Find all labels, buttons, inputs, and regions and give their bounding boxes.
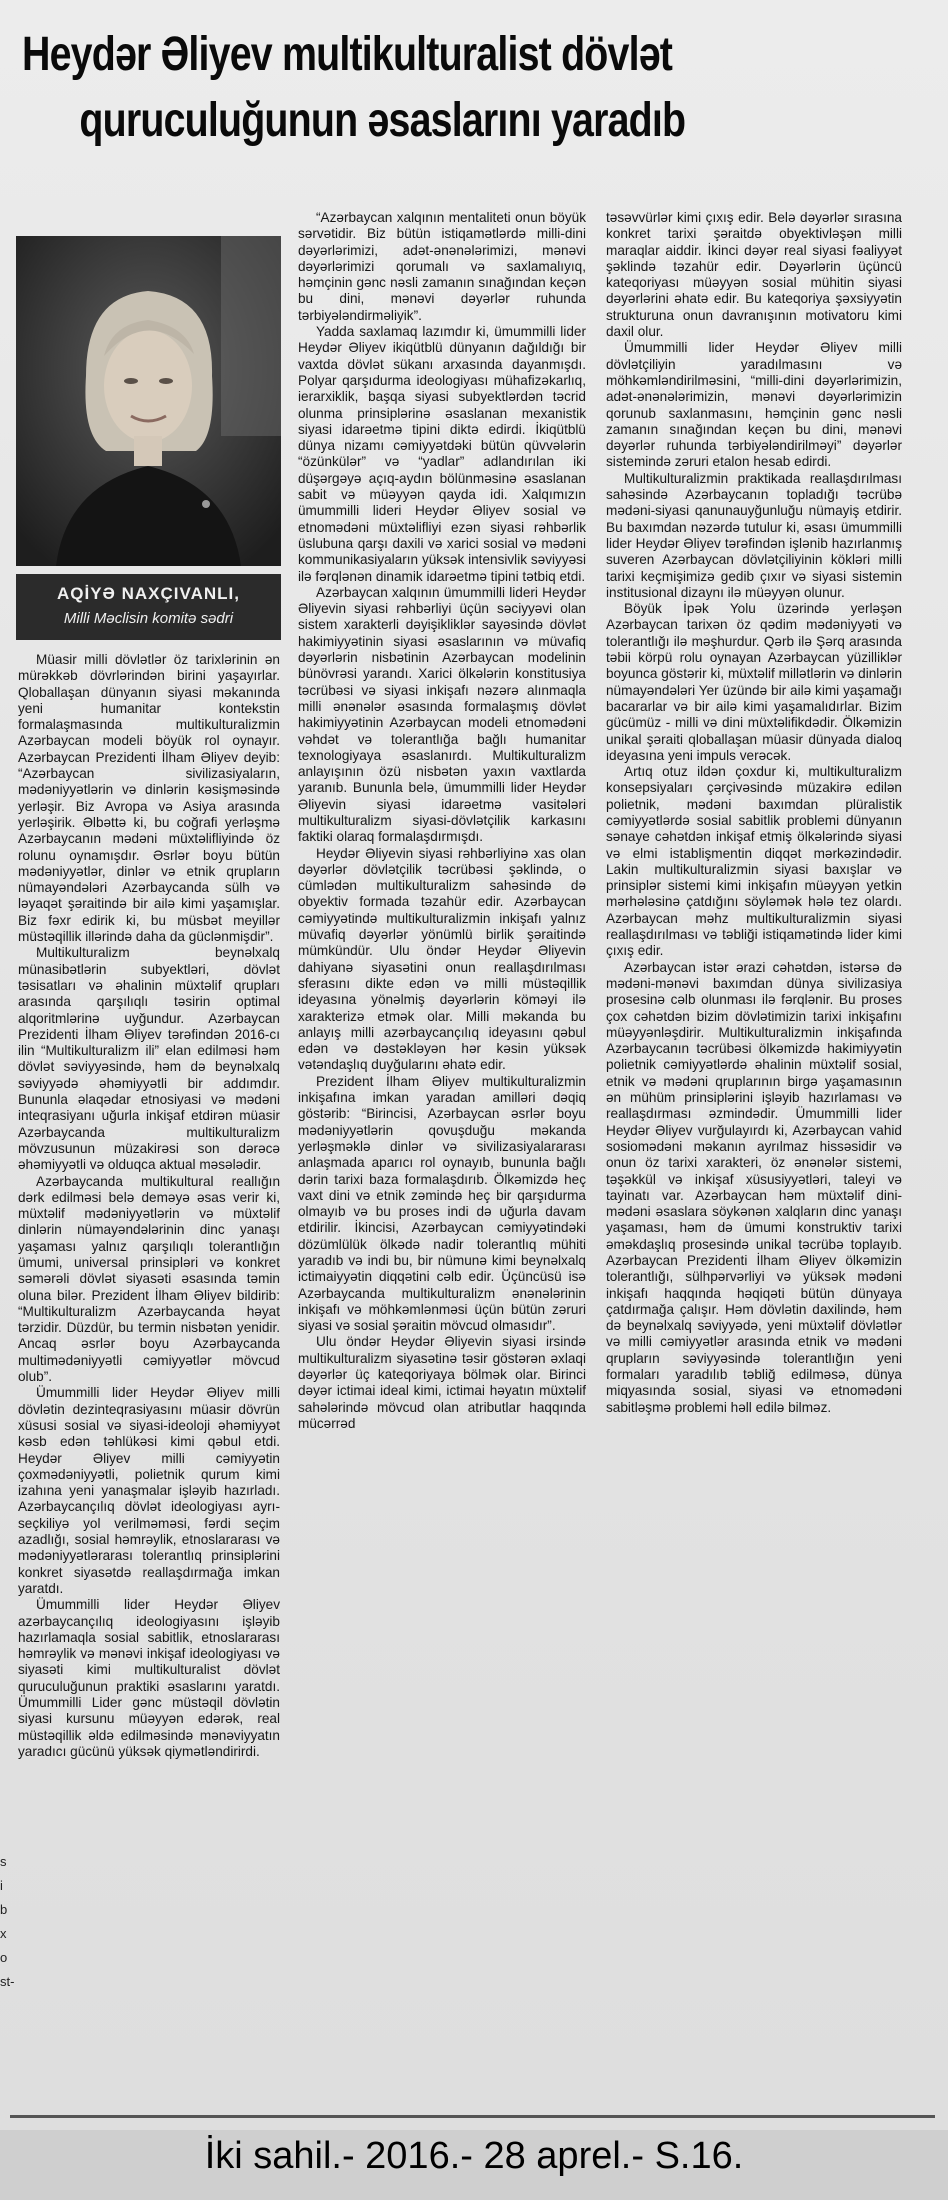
article-column-3 — [606, 210, 902, 2055]
paragraph: “Azərbaycan xalqının mentaliteti onun böyük sərvətidir. Biz bütün istiqamətlərdə milli-dini dəyərlərimizi, adət-ənənələrimizi, mənəvi dəyərlərimizi qorumalı və saxlamalıyıq, həmçinin gənc nəsli zamanın sınağından keçən bu dini, mənəvi dəyərlər ruhunda tərbiyələndirməliyik”. — [298, 210, 586, 323]
bottom-divider — [10, 2115, 935, 2118]
paragraph: Ümummilli lider Heydər Əliyev azərbaycançılıq ideologiyasını işləyib hazırlamaqla sosial sabitlik, etnoslararası həmrəylik və mənəvi inkişaf ideologiyası və siyasəti kimi multikulturalist dövlət quruculuğunun praktiki əsaslarını yaratdı. Ümummilli Lider gənc müstəqil dövlətin siyasi kursunu müəyyən edərək, real müstəqillik əldə edilməsində mənəviyyatın yaradıcı gücünü yüksək qiymətləndirirdi. — [18, 1597, 280, 1759]
source-citation: İki sahil.- 2016.- 28 aprel.- S.16. — [204, 2135, 744, 2177]
author-portrait — [16, 236, 281, 566]
paragraph: Yadda saxlamaq lazımdır ki, ümummilli lider Heydər Əliyev ikiqütblü dünyanın dağıldığı bir vaxtda dövlət sükanı arxasında dayanmışdı. Polyar qarşıdurma ideologiyası mühafizəkarlıq, ierarxiklik, başqa siyasi subyektlərdən təcrid olunma prinsiplərinə əsaslanan mexanistik siyasi idarəetmə tipini diktə edirdi. İkiqütblü dünya nizamı cəmiyyətdəki bütün qüvvələrin “özünkülər” və “yadlar” adlandırılan iki düşərgəyə açıq-aydın bölünməsinə əsaslanan sabit və müəyyən qayda idi. Xalqımızın ümummilli lideri Heydər Əliyev sosial və etnomədəni müxtəlifliyi ezən siyasi rəhbərlik üslubuna qarşı daxili və xarici sosial və mədəni kommunikasiyaların yüksək intensivlik səviyyəsi ilə fərqlənən dinamik idarəetmə tipini tətbiq etdi. — [298, 324, 586, 584]
edge-fragment: i — [0, 1878, 3, 1893]
edge-fragment: x — [0, 1926, 7, 1941]
paragraph: Azərbaycan istər ərazi cəhətdən, istərsə də mədəni-mənəvi baxımdan dünya sivilizasiya prosesinə cəlb olunması ilə fərqlənir. Bu proses çox cəhətdən bizim dövlətimizin tarixi inkişafını müəyyənləşdirir. Multikulturalizmin inkişafında Azərbaycanın təcrübəsi ölkəmizdə hakimiyyətin polietnik cəmiyyətlərdə əhalinin müxtəlif sosial, etnik və mədəni qruplarının birgə yaşamasının ən mühüm prinsiplərini işləyib hazırlaması və reallaşdırması əzmindədir. Ümummilli lider Heydər Əliyev vurğulayırdı ki, Azərbaycan vahid sosiomədəni məkanın ayrılmaz hissəsidir və onun öz tarixi xarakteri, öz ənənələr sistemi, təşəkkül və inkişaf xüsusiyyətləri, taleyi və tayinatı var. Azərbaycan həm müxtəlif dini-mədəni əsaslara söykənən xalqların dinc yanaşı yaşaması, həm də ümumi konstruktiv tarixi əməkdaşlıq prosesində unikal təcrübə toplayıb. Azərbaycan Prezidenti İlham Əliyev ölkəmizin tolerantlığı, sülhpərvərliyi və yüksək mədəni inkişafı haqqında həqiqəti bütün dünyaya çatdırmağa çalışır. Həm dövlətin daxilində, həm də beynəlxalq səviyyədə, yeni müxtəlif dövlətlər və milli cəmiyyətlər arasında etnik və mədəni qrupların səviyyəsində tolerantlığın yeni formaları yaradılıb təbliğ edilməsə, dünya miqyasında sosial, siyasi və etnomədəni sabitləşmə problemi həll edilə bilməz. — [606, 959, 902, 1415]
headline-line-2: quruculuğunun əsaslarını yaradıb — [79, 94, 686, 147]
article-column-1 — [18, 652, 280, 2057]
author-caption — [16, 574, 281, 640]
author-name: AQİYƏ NAXÇIVANLI, — [57, 584, 240, 603]
paragraph: Prezident İlham Əliyev multikulturalizmin inkişafına imkan yaradan amilləri dəqiq göstərib: “Birincisi, Azərbaycan əsrlər boyu mədəniyyətlərin qovuşduğu məkanda yerləşməklə dinlər və sivilizasiyalararası anlaşmada aparıcı rol oynayıb, bununla bağlı dərin tarixi baza formalaşdırıb. Ölkəmizdə heç vaxt dini və etnik zəmində heç bir qarşıdurma olmayıb və bu proses indi də uğurla davam etdirilir. İkincisi, Azərbaycan cəmiyyətindəki dözümlülük ölkədə nadir tolerantlıq mühiti yaradıb və indi bu, bir nümunə kimi beynəlxalq ictimaiyyətin diqqətini cəlb edir. Üçüncüsü isə Azərbaycanda multikulturalizm ənənələrinin inkişafı və möhkəmlənməsi üçün bütün zəruri siyasi və sosial şəraitin mövcud olmasıdır”. — [298, 1073, 586, 1334]
paragraph: Azərbaycanda multikultural reallığın dərk edilməsi belə deməyə əsas verir ki, müxtəlif mədəniyyətlərin və müxtəlif dinlərin nümayəndələrinin dinc yanaşı yaşaması yalnız qarşılıqlı tolerantlığın ümumi, universal prinsipləri və konkret səmərəli dövlət siyasəti əsasında təmin oluna bilər. Prezident İlham Əliyev bildirib: “Multikulturalizm Azərbaycanda həyat tərzidir. Düzdür, bu termin nisbətən yenidir. Ancaq əsrlər boyu Azərbaycanda multimədəniyyətli cəmiyyətlər mövcud olub”. — [18, 1173, 280, 1385]
paragraph: Böyük İpək Yolu üzərində yerləşən Azərbaycan tarixən öz qədim mədəniyyəti və tolerantlığı ilə məşhurdur. Qərb ilə Şərq arasında təbii körpü rolu oynayan Azərbaycan yüzilliklər boyunca göstərir ki, müxtəlif millətlərin və dinlərin nümayəndələri Yer üzündə bir ailə kimi yaşamağı bacararlar və bir ailə kimi yaşamalıdırlar. Bizim gücümüz - milli və dini müxtəlifikdədir. Ölkəmizin unikal şəraiti qloballaşan müasir dünyada dialoq ideyasına yeni impuls verəcək. — [606, 601, 902, 763]
edge-fragment: b — [0, 1902, 8, 1917]
article-column-2 — [298, 210, 586, 2055]
edge-fragment: o — [0, 1950, 8, 1965]
paragraph: Ulu öndər Heydər Əliyevin siyasi irsində multikulturalizm siyasətinə təsir göstərən əxlaqi dəyərlər üç kateqoriyaya bölmək olar. Birinci dəyər ictimai ideal kimi, ictimai həyatın müxtəlif sahələrində mövcud olan atributlar haqqında mücərrəd — [298, 1334, 586, 1431]
paragraph: Azərbaycan xalqının ümummilli lideri Heydər Əliyevin siyasi rəhbərliyi üçün səciyyəvi olan sistem xarakterli dəyişikliklər sayəsində dövlət hakimiyyətinin siyasi əsaslarının və müvafiq dəyərlərin nisbətinin Azərbaycan modelinin bünövrəsi yarandı. Xarici ölkələrin konstitusiya təcrübəsi və siyasi inkişafı nəzərə alınmaqla milli ənənələr əsasında formalaşmış dövlət hakimiyyətinin Azərbaycan modeli etnomədəni vəhdət və tolerantlığa bağlı humanitar texnologiyaya əsaslanırdı. Multikulturalizm anlayışının özü nisbətən yaxın vaxtlarda yaranıb. Bununla belə, ümummilli lider Heydər Əliyevin siyasi idarəetmə vasitələri multikulturalizm siyasi-dövlətçilik karkasını faktiki olaraq formalaşdırmışdı. — [298, 584, 586, 845]
paragraph: təsəvvürlər kimi çıxış edir. Belə dəyərlər sırasına konkret tarixi şəraitdə obyektivləşən milli maraqlar aiddir. İkinci dəyər real siyasi fəaliyyət şəklində təzahür edir. Dəyərlərin üçüncü kateqoriyası müəyyən sosial mühitin siyasi dəyərlərini əhatə edir. Bu kateqoriya şəxsiyyətin strukturuna onun davranışının motivatoru kimi daxil olur. — [606, 210, 902, 340]
paragraph: Ümummilli lider Heydər Əliyev milli dövlətin dezinteqrasiyasını müasir dövrün xüsusi sosial və siyasi-ideoloji əhəmiyyət kəsb edən təhlükəsi kimi qəbul etdi. Heydər Əliyev milli cəmiyyətin çoxmədəniyyətli, polietnik qurum kimi izahına yeni yanaşmalar işləyib hazırladı. Azərbaycançılıq dövlət ideologiyası ayrı-seçkiliyə yol verilməməsi, fərdi seçim azadlığı, sosial həmrəylik, etnoslararası və mədəniyyətlərarası tolerantlıq prinsiplərini konkret siyasətdə reallaşdırmağa imkan yaratdı. — [18, 1385, 280, 1596]
edge-fragment: st- — [0, 1974, 15, 1989]
paragraph: Ümummilli lider Heydər Əliyev milli dövlətçiliyin yaradılmasını və möhkəmləndirilməsini, “milli-dini dəyərlərimizin, adət-ənənələrimizin, mənəvi dəyərlərimizin qorunub saxlanmasını, həmçinin gənc nəsli zamanın sınağından keçən bu dini, mənəvi dəyərlər ruhunda tərbiyələndirilməyi” dəyərlər sistemində zəruri etalon hesab edirdi. — [606, 340, 902, 470]
paragraph: Artıq otuz ildən çoxdur ki, multikulturalizm konsepsiyaları çərçivəsində müzakirə edilən polietnik, mədəni baxımdan plüralistik cəmiyyətlərdə sosial sabitlik problemi dünyanın sənaye cəhətdən inkişaf etmiş ölkələrində siyasi və elmi istablişmentin diqqət mərkəzindədir. Lakin multikulturalizmin siyasi baxışlar və prinsiplər sistemi kimi inkişafın müəyyən yetkin mərhələsinə çatdığını söyləmək hələ tez olardı. Azərbaycan məhz multikulturalizmin siyasi reallaşdırılması və təbliği istiqamətində lider kimi çıxış edir. — [606, 764, 902, 959]
paragraph: Multikulturalizmin praktikada reallaşdırılması sahəsində Azərbaycanın topladığı təcrübə mədəni-siyasi qanunauyğunluğu nümayiş etdirir. Bu baxımdan nəzərdə tutulur ki, əsası ümummilli lider Heydər Əliyev tərəfindən işlənib hazırlanmış suveren Azərbaycan dövlətçiliyinin kökləri milli tarixi keçmişimizə gedib çıxır və siyasi sistemin institusional dizaynı ilə müəyyən olunur. — [606, 470, 902, 600]
paragraph: Heydər Əliyevin siyasi rəhbərliyinə xas olan dəyərlər dövlətçilik təcrübəsi şəklində, o cümlədən multikulturalizm sahəsində də obyektiv formada təzahür edir. Azərbaycan cəmiyyətində multikulturalizmin inkişafı yalnız müvafiq dəyərlər yönümlü birlik şəraitində mümkündür. Ulu öndər Heydər Əliyevin dahiyanə siyasətini onun reallaşdırılması sferasını dikte edən və milli müstəqillik ideyasına yönəlmiş dəyərlərin köməyi ilə xarakterizə etmək olar. Milli məkanda bu anlayış milli azərbaycançılıq ideyasını qəbul edən və dəstəkləyən hər kəsin yüksək vətəndaşlıq duyğularını əhatə edir. — [298, 845, 586, 1073]
paragraph: Multikulturalizm beynəlxalq münasibətlərin subyektləri, dövlət təsisatları və əhalinin müxtəlif qrupları arasında qarşılıqlı təsirin optimal alqoritmlərinə uyğundur. Azərbaycan Prezidenti İlham Əliyev tərəfindən 2016-cı ilin “Multikulturalizm ili” elan edilməsi həm dövlət səviyyəsində, həm də beynəlxalq səviyyədə əhəmiyyətli bir addımdır. Bununla əlaqədar etnosiyasi və mədəni inteqrasiyanı uğurla inkişaf etdirən müasir Azərbaycanda multikulturalizm mövzusunun müzakirəsi son dərəcə əhəmiyyətli və olduqca aktual məsələdir. — [18, 945, 280, 1173]
adjacent-column-fragments — [0, 1850, 14, 1994]
author-role: Milli Məclisin komitə sədri — [63, 610, 234, 627]
paragraph: Müasir milli dövlətlər öz tarixlərinin ən mürəkkəb dövrlərindən birini yaşayırlar. Qloballaşan dünyanın siyasi məkanında yeni humanitar kontekstin formalaşmasında multikulturalizmin Azərbaycan modeli böyük rol oynayır. Azərbaycan Prezidenti İlham Əliyev deyib: “Azərbaycan sivilizasiyaların, mədəniyyətlərin və dinlərin kəsişməsində yerləşir. Biz Avropa və Asiya arasında yerləşirik. Əlbəttə ki, bu coğrafi yerləşmə Azərbaycanın mədəni müxtəlifliyində öz rolunu oynamışdır. Əsrlər boyu bütün mədəniyyətlər, dinlər və etnik qrupların nümayəndələri Azərbaycanda sülh və ləyaqət şəraitində bir ailə kimi yaşamışlar. Biz fəxr edirik ki, bu müsbət meyillər müstəqillik illərində daha da güclənmişdir”. — [18, 652, 280, 945]
edge-fragment: s — [0, 1854, 7, 1869]
portrait-image — [16, 236, 281, 566]
article-headline — [22, 22, 899, 154]
headline-line-1: Heydər Əliyev multikulturalist dövlət — [22, 28, 673, 81]
